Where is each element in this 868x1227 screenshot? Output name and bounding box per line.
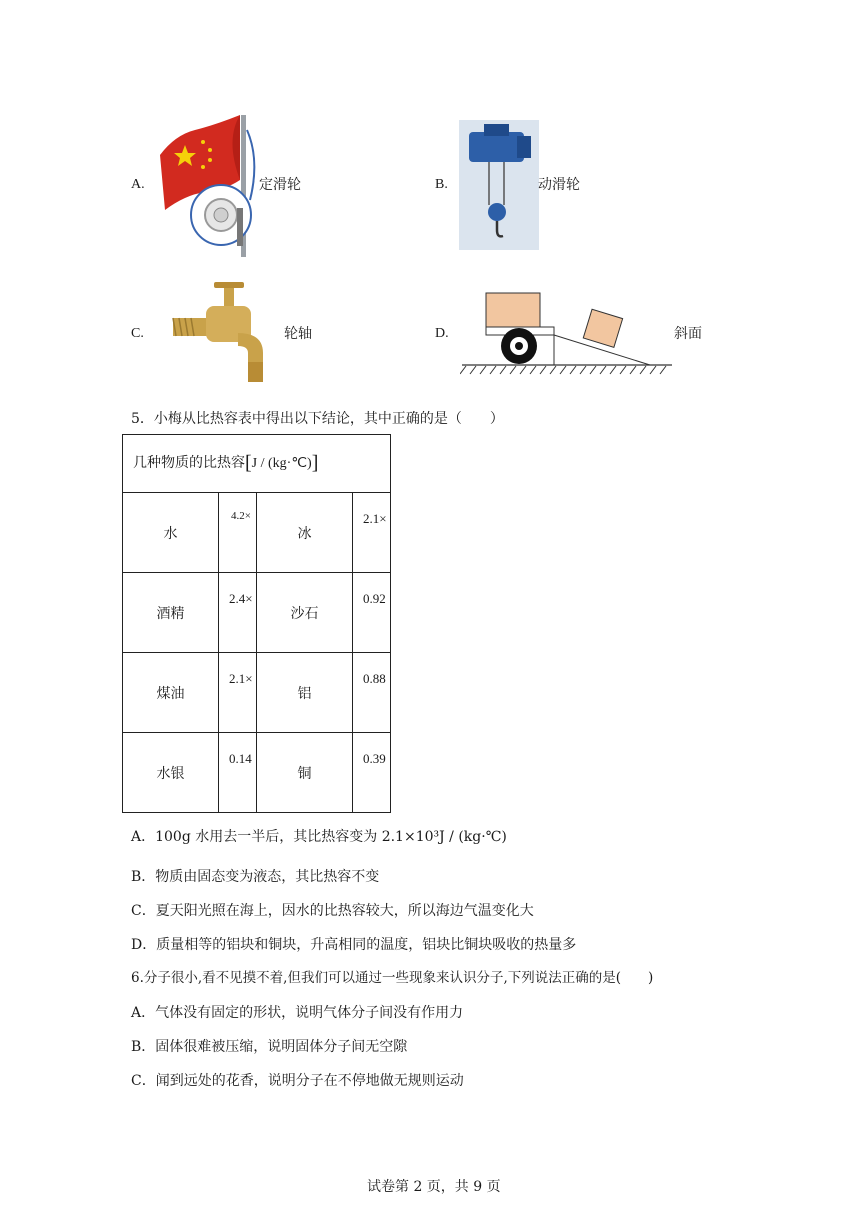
table-row: 煤油 2.1× 铝 0.88 [123, 653, 391, 733]
crane-movable-pulley-image [459, 120, 539, 250]
inclined-plane-image [460, 288, 675, 376]
flag-fixed-pulley-image [155, 110, 265, 260]
table-row: 水银 0.14 铜 0.39 [123, 733, 391, 813]
q5-option-d: D．质量相等的铝块和铜块，升高相同的温度，铝块比铜块吸收的热量多 [131, 937, 577, 953]
faucet-wheel-axle-image [168, 278, 273, 388]
q5-option-c: C．夏天阳光照在海上，因水的比热容较大，所以海边气温变化大 [131, 903, 534, 919]
option-d-letter: D. [435, 326, 449, 341]
table-row: 酒精 2.4× 沙石 0.92 [123, 573, 391, 653]
q5-option-b: B．物质由固态变为液态，其比热容不变 [131, 869, 380, 885]
specific-heat-table [122, 434, 391, 813]
q5-stem: 5．小梅从比热容表中得出以下结论，其中正确的是（ ） [131, 411, 504, 427]
option-c-letter: C. [131, 326, 144, 341]
option-b-letter: B. [435, 177, 448, 192]
q6-option-c: C．闻到远处的花香，说明分子在不停地做无规则运动 [131, 1073, 464, 1089]
option-c-label: 轮轴 [284, 326, 312, 342]
q5-option-a: A．100g 水用去一半后，其比热容变为 2.1×10³J / (kg·℃) [131, 829, 507, 845]
q6-stem: 6.分子很小,看不见摸不着,但我们可以通过一些现象来认识分子,下列说法正确的是( ) [131, 970, 654, 986]
table-row: 水 4.2× 冰 2.1× [123, 493, 391, 573]
page-footer: 试卷第 2 页，共 9 页 [367, 1179, 501, 1195]
table-title: 几种物质的比热容[J / (kg·℃)] [123, 435, 391, 493]
option-a-label: 定滑轮 [259, 177, 301, 193]
q6-option-a: A．气体没有固定的形状，说明气体分子间没有作用力 [131, 1005, 464, 1021]
option-d-label: 斜面 [674, 326, 702, 342]
option-b-label: 动滑轮 [538, 177, 580, 193]
option-a-letter: A. [131, 177, 145, 192]
q6-option-b: B．固体很难被压缩，说明固体分子间无空隙 [131, 1039, 408, 1055]
